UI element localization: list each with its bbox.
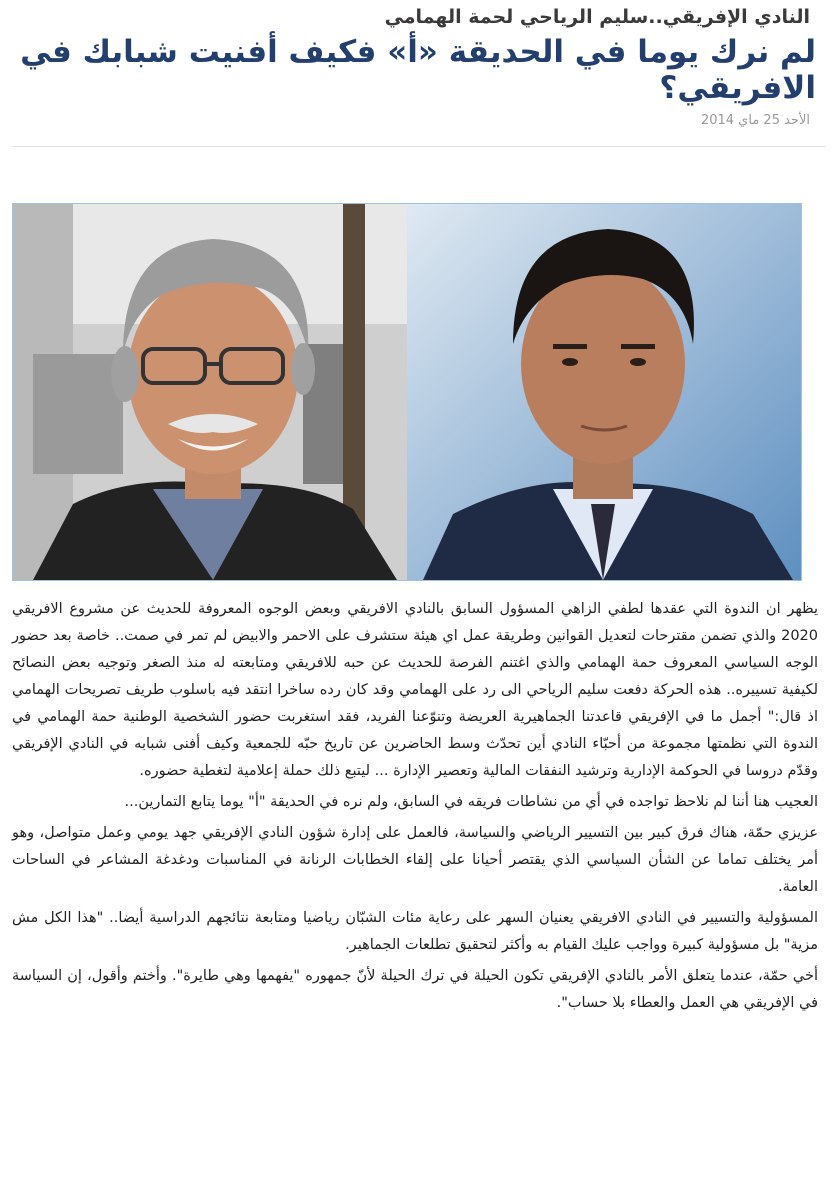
article-paragraph: يظهر ان الندوة التي عقدها لطفي الزاهي المسؤول السابق بالنادي الافريقي وبعض الوجوه المعروفة للحديث عن مشروع الافريقي 2020 والذي تضمن مقترحات لتعديل القوانين وطريقة عمل اي هيئة ستشرف على الاحمر والابيض لم تمر في صمت.. خاصة بعد حضور الوجه السياسي المعروف حمة الهمامي والذي اغتنم الفرصة للحديث عن حبه للافريقي ومتابعته له منذ الصغر وتوجيه بعض النصائح لكيفية تسييره.. هذه الحركة دفعت سليم الرياحي الى رد على الهمامي وقد كان رده ساخرا انتقد فيه باسلوب طريف تصريحات الهمامي اذ قال:" أجمل ما في الإفريقي قاعدتنا الجماهيرية العريضة وتنوّعنا الفريد، فقد استغربت حضور الشخصية الوطنية حمة الهمامي في الندوة التي نظمتها مجموعة من أحبّاء النادي أين تحدّث وسط الحاضرين عن تاريخ حبّه للجمعية وكيف أفنى شبابه في النادي الإفريقي وقدّم دروسا في الحوكمة الإدارية وترشيد النفقات المالية وتعصير الإدارة ... ليتبع ذلك حملة إعلامية لتغطية حضوره. (12, 601, 818, 779)
article-paragraph: المسؤولية والتسيير في النادي الافريقي يعنيان السهر على رعاية مئات الشبّان رياضيا ومتابعة نتائجهم الدراسية أيضا.. "هذا الكل مش مزية" بل مسؤولية كبيرة وواجب عليك القيام به وأكثر لتحقيق تطلعات الجماهير. (12, 910, 818, 953)
header-divider (12, 146, 826, 147)
article-paragraph: أخي حمّة، عندما يتعلق الأمر بالنادي الإفريقي تكون الحيلة في ترك الحيلة لأنّ جمهوره "يفهمها وهي طايرة". وأختم وأقول، إن السياسة في الإفريقي هي العمل والعطاء بلا حساب". (12, 968, 818, 1011)
article-body (12, 596, 818, 1021)
article-title: لم نرك يوما في الحديقة «أ» فكيف أفنيت شبابك في الافريقي؟ (20, 34, 816, 106)
photo-illustration (13, 204, 801, 580)
article-kicker: النادي الإفريقي..سليم الرياحي لحمة الهمامي (384, 6, 810, 28)
article-paragraph: عزيزي حمّة، هناك فرق كبير بين التسيير الرياضي والسياسة، فالعمل على إدارة شؤون النادي الإفريقي جهد يومي وعمل متواصل، وهو أمر يختلف تماما عن الشأن السياسي الذي يقتصر أحيانا على إلقاء الخطابات الرنانة في المناسبات ودغدغة المشاعر في الساحات العامة. (12, 825, 818, 895)
article-photo (12, 203, 802, 581)
article-paragraph: العجيب هنا أننا لم نلاحظ تواجده في أي من نشاطات فريقه في السابق، ولم نره في الحديقة "أ" يوما يتابع التمارين... (124, 794, 818, 810)
article-date: الأحد 25 ماي 2014 (700, 113, 810, 128)
